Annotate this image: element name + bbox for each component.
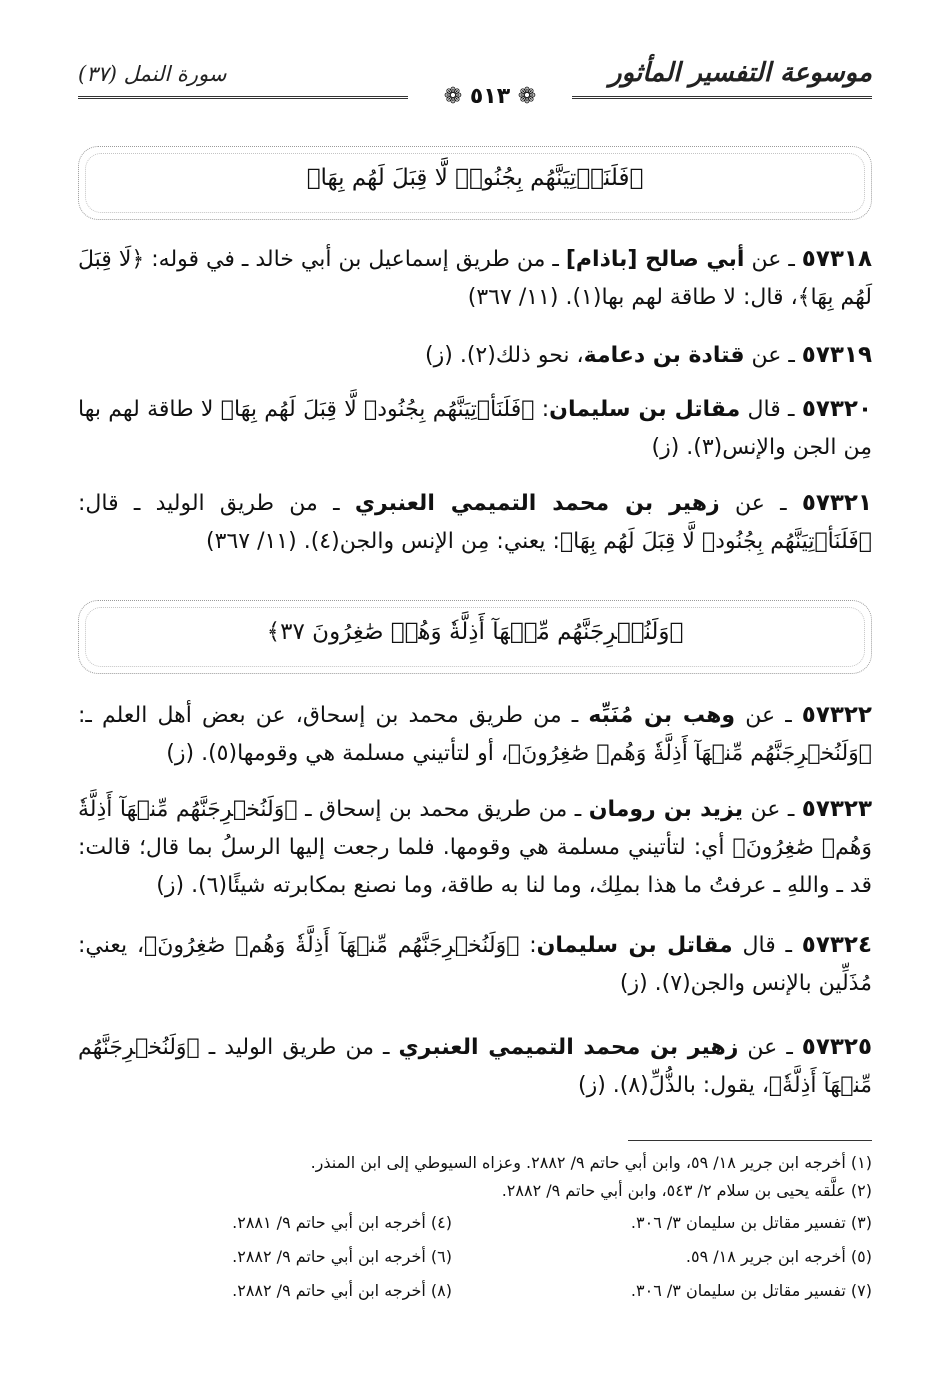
- entry-number: ٥٧٣٢٣: [801, 796, 872, 822]
- entry-text: ، نحو ذلك(٢). (ز): [425, 343, 584, 368]
- entry-57325: [78, 1028, 872, 1105]
- entry-number: ٥٧٣٢٥: [801, 1034, 872, 1060]
- entry-text: : ﴿وَلَنُخۡرِجَنَّهُم مِّنۡهَآ أَذِلَّةٗ وَهُمۡ صَٰغِرُونَ﴾، يعني: مُذَلِّين بالإنس والجن(٧). (ز): [78, 933, 872, 996]
- page-header: [78, 56, 872, 112]
- entry-57320: [78, 390, 872, 467]
- entry-prefix: ـ عن: [744, 343, 802, 368]
- entry-text: ـ من طريق الوليد ـ قال: ﴿فَلَنَأۡتِيَنَّهُم بِجُنُودٖ لَّا قِبَلَ لَهُم بِهَا﴾: يعني: مِن الإنس والجن(٤). (١١/ ٣٦٧): [78, 491, 872, 554]
- verse-text-2: ﴿وَلَنُخۡرِجَنَّهُم مِّنۡهَآ أَذِلَّةٗ وَهُمۡ صَٰغِرُونَ ٣٧﴾: [266, 619, 684, 645]
- entry-text: ـ من طريق إسماعيل بن أبي خالد ـ في قوله: ﴿لَا قِبَلَ لَهُم بِهَا﴾، قال: لا طاقة لهم بها(١). (١١/ ٣٦٧): [78, 247, 872, 310]
- narrator-name: زهير بن محمد التميمي العنبري: [354, 491, 720, 516]
- narrator-name: مقاتل بن سليمان: [549, 397, 741, 422]
- surah-title: سورة النمل (٣٧): [78, 62, 227, 86]
- entry-prefix: ـ عن: [738, 1035, 802, 1060]
- narrator-name: زهير بن محمد التميمي العنبري: [398, 1035, 739, 1060]
- footnote-5: (٥) أخرجه ابن جرير ١٨/ ٥٩.: [685, 1247, 872, 1266]
- entry-prefix: ـ عن: [735, 703, 802, 728]
- entry-text: ـ من طريق محمد بن إسحاق، عن بعض أهل العلم ـ: ﴿وَلَنُخۡرِجَنَّهُم مِّنۡهَآ أَذِلَّةٗ وَهُمۡ صَٰغِرُونَ﴾، أو لتأتيني مسلمة هي وقومها(٥). (ز): [78, 703, 872, 766]
- verse-frame-2: [78, 600, 872, 674]
- page-number: ❁ ٥١٣ ❁: [443, 84, 537, 109]
- narrator-name: أبي صالح [باذام]: [565, 247, 745, 272]
- entry-number: ٥٧٣١٩: [801, 342, 872, 368]
- entry-number: ٥٧٣٢٤: [801, 932, 872, 958]
- entry-57319: [78, 336, 872, 375]
- book-title: موسوعة التفسير المأثور: [609, 58, 872, 88]
- narrator-name: وهب بن مُنَبِّه: [588, 703, 736, 728]
- entry-57323: [78, 790, 872, 905]
- footnote-3: (٣) تفسير مقاتل بن سليمان ٣/ ٣٠٦.: [630, 1213, 872, 1232]
- verse-text-1: ﴿فَلَنَأۡتِيَنَّهُم بِجُنُودٖ لَّا قِبَلَ لَهُم بِهَا﴾: [306, 165, 644, 191]
- entry-text: ـ من طريق الوليد ـ ﴿وَلَنُخۡرِجَنَّهُم مِّنۡهَآ أَذِلَّةٗ﴾، يقول: بالذُّلِّ(٨). (ز): [78, 1035, 872, 1098]
- entry-prefix: ـ عن: [719, 491, 802, 516]
- entry-number: ٥٧٣٢١: [801, 490, 873, 516]
- entry-text: ـ من طريق محمد بن إسحاق ـ ﴿وَلَنُخۡرِجَنَّهُم مِّنۡهَآ أَذِلَّةٗ وَهُمۡ صَٰغِرُونَ﴾ أي: لتأتيني مسلمة هي وقومها. فلما رجعت إليها الرسلُ بما قال؛ قالت: قد ـ واللهِ ـ عرفتُ ما هذا بملِك، وما لنا به طاقة، وما نصنع بمكابرته شيئًا(٦). (ز): [78, 797, 872, 898]
- entry-prefix: ـ قال: [740, 397, 802, 422]
- entry-prefix: ـ عن: [743, 797, 802, 822]
- entry-number: ٥٧٣٢٠: [801, 396, 873, 422]
- narrator-name: مقاتل بن سليمان: [536, 933, 733, 958]
- entry-57324: [78, 926, 872, 1003]
- page-number-value: ٥١٣: [469, 84, 511, 109]
- entry-number: ٥٧٣٢٢: [801, 702, 872, 728]
- entry-57321: [78, 484, 872, 561]
- verse-frame-1: [78, 146, 872, 220]
- entry-prefix: ـ عن: [744, 247, 802, 272]
- footnote-1: (١) أخرجه ابن جرير ١٨/ ٥٩، وابن أبي حاتم ٩/ ٢٨٨٢. وعزاه السيوطي إلى ابن المنذر.: [310, 1153, 872, 1172]
- entry-57318: [78, 240, 872, 317]
- entry-57322: [78, 696, 872, 773]
- entry-text: : ﴿فَلَنَأۡتِيَنَّهُم بِجُنُودٖ لَّا قِبَلَ لَهُم بِهَا﴾ لا طاقة لهم بها مِن الجن والإنس(٣). (ز): [78, 397, 872, 460]
- footnote-4: (٤) أخرجه ابن أبي حاتم ٩/ ٢٨٨١.: [232, 1213, 452, 1232]
- narrator-name: يزيد بن رومان: [588, 797, 743, 822]
- entry-prefix: ـ قال: [732, 933, 802, 958]
- footnote-7: (٧) تفسير مقاتل بن سليمان ٣/ ٣٠٦.: [630, 1281, 872, 1300]
- footnote-separator: [628, 1140, 872, 1141]
- header-rule-right: [572, 96, 872, 99]
- footnote-6: (٦) أخرجه ابن أبي حاتم ٩/ ٢٨٨٢.: [232, 1247, 452, 1266]
- narrator-name: قتادة بن دعامة: [583, 343, 745, 368]
- footnote-8: (٨) أخرجه ابن أبي حاتم ٩/ ٢٨٨٢.: [232, 1281, 452, 1300]
- entry-number: ٥٧٣١٨: [801, 246, 872, 272]
- header-rule-left: [78, 96, 408, 99]
- footnote-2: (٢) علَّقه يحيى بن سلام ٢/ ٥٤٣، وابن أبي حاتم ٩/ ٢٨٨٢.: [501, 1181, 872, 1200]
